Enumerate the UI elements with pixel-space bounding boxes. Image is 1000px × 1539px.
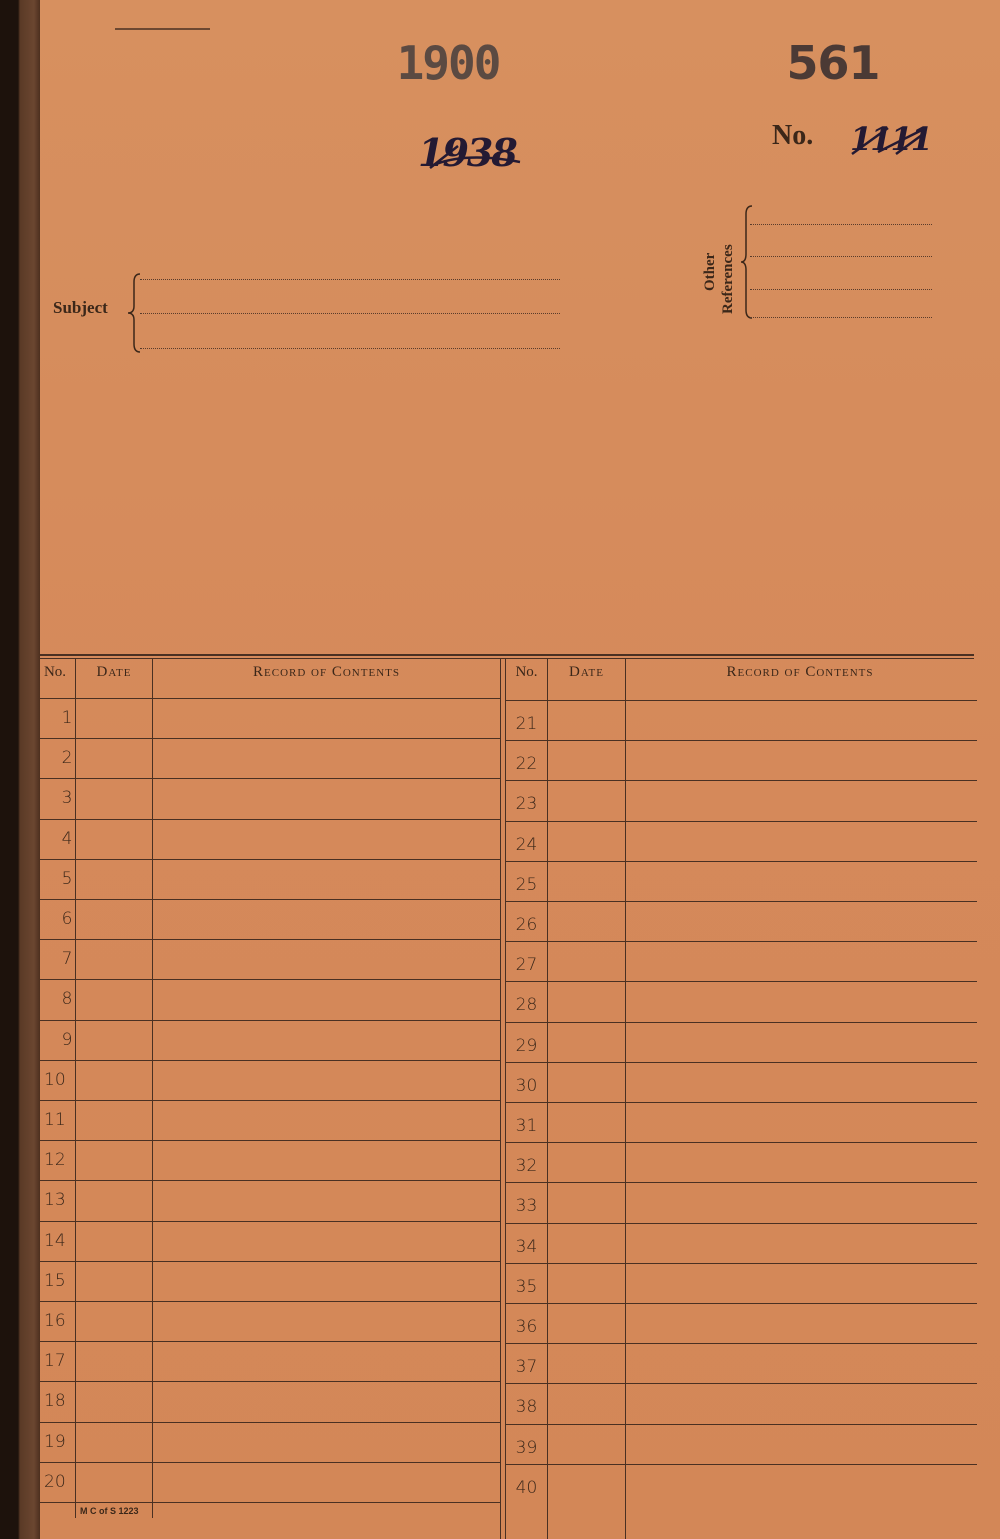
row-number-left: 19 xyxy=(44,1431,66,1452)
row-number-left: 5 xyxy=(61,868,73,889)
row-rule-left xyxy=(40,819,500,820)
number-label: No. xyxy=(772,120,814,151)
row-rule-left xyxy=(40,1180,500,1181)
subject-line-1[interactable] xyxy=(140,279,560,280)
row-number-right: 29 xyxy=(515,1035,538,1056)
row-number-left: 14 xyxy=(44,1230,66,1251)
row-number-left: 11 xyxy=(44,1110,66,1130)
row-rule-right xyxy=(505,780,977,781)
row-number-left: 2 xyxy=(61,748,73,769)
year-strikethrough xyxy=(428,142,524,172)
stamped-file-number: 561 xyxy=(786,36,880,90)
row-number-right: 31 xyxy=(515,1116,538,1136)
other-references-line-2: References xyxy=(720,244,736,314)
row-rule-left xyxy=(40,738,500,739)
row-rule-left xyxy=(40,1140,500,1141)
number-strikethrough xyxy=(848,124,928,158)
row-rule-right xyxy=(505,1263,977,1264)
row-rule-right xyxy=(505,981,977,982)
row-rule-right xyxy=(505,1303,977,1304)
other-references-line-a[interactable] xyxy=(750,224,932,225)
row-number-left: 16 xyxy=(44,1311,66,1331)
row-rule-left xyxy=(40,698,500,699)
row-number-right: 28 xyxy=(515,995,538,1016)
row-number-left: 9 xyxy=(61,1029,73,1050)
row-rule-right xyxy=(505,1464,977,1465)
row-rule-left xyxy=(40,939,500,940)
row-rule-left xyxy=(40,1422,500,1423)
record-of-contents-table xyxy=(40,652,978,1539)
row-rule-left xyxy=(40,859,500,860)
row-rule-right xyxy=(505,941,977,942)
col-rule-center-1 xyxy=(500,658,501,1539)
row-rule-right xyxy=(505,1062,977,1063)
col-rule-date-left xyxy=(75,658,76,1518)
row-rule-left xyxy=(40,1261,500,1262)
row-number-right: 40 xyxy=(515,1477,538,1498)
row-number-left: 15 xyxy=(44,1270,66,1291)
row-rule-right xyxy=(505,1383,977,1384)
row-rule-left xyxy=(40,1341,500,1342)
header-no-left: No. xyxy=(43,664,67,680)
form-code: M C of S 1223 xyxy=(80,1506,139,1516)
row-rule-left xyxy=(40,1221,500,1222)
cover-spine xyxy=(0,0,40,1539)
header-date-right: Date xyxy=(569,664,604,680)
subject-label: Subject xyxy=(53,298,108,317)
handwritten-year: 1938 xyxy=(418,130,516,175)
row-number-left: 12 xyxy=(44,1150,66,1171)
table-top-rule-2 xyxy=(40,658,974,659)
header-record-left: Record of Contents xyxy=(253,664,400,680)
row-rule-left xyxy=(40,899,500,900)
row-rule-right xyxy=(505,821,977,822)
row-number-right: 30 xyxy=(515,1075,538,1096)
row-rule-right xyxy=(505,1343,977,1344)
other-references-label xyxy=(686,209,746,319)
row-rule-left xyxy=(40,1462,500,1463)
subject-line-2[interactable] xyxy=(140,313,560,314)
row-rule-right xyxy=(505,1022,977,1023)
row-number-left: 18 xyxy=(44,1391,66,1412)
row-number-left: 20 xyxy=(44,1471,66,1492)
row-number-left: 6 xyxy=(61,909,73,929)
row-rule-right xyxy=(505,740,977,741)
header-date-left: Date xyxy=(96,664,132,680)
row-number-left: 4 xyxy=(61,828,73,849)
other-references-line-b[interactable] xyxy=(750,256,932,257)
row-number-right: 33 xyxy=(515,1196,538,1217)
row-rule-right xyxy=(505,1182,977,1183)
row-rule-right xyxy=(505,1223,977,1224)
row-rule-right xyxy=(505,700,977,701)
col-rule-record-right xyxy=(625,658,626,1539)
row-number-right: 39 xyxy=(515,1437,538,1458)
row-rule-left xyxy=(40,1381,500,1382)
subject-line-3[interactable] xyxy=(140,348,560,349)
row-rule-left xyxy=(40,778,500,779)
table-top-rule-1 xyxy=(40,654,974,656)
row-number-right: 26 xyxy=(515,915,538,935)
row-rule-right xyxy=(505,1424,977,1425)
top-rule xyxy=(115,28,210,30)
row-rule-right xyxy=(505,861,977,862)
row-number-right: 25 xyxy=(515,874,538,895)
row-number-left: 7 xyxy=(61,949,73,970)
row-number-left: 10 xyxy=(44,1069,66,1090)
row-number-right: 32 xyxy=(515,1156,538,1177)
row-number-right: 38 xyxy=(515,1397,538,1418)
row-number-right: 36 xyxy=(515,1317,538,1337)
header-record-right: Record of Contents xyxy=(726,664,874,680)
row-number-right: 21 xyxy=(515,714,538,734)
col-rule-record-left xyxy=(152,658,153,1518)
row-number-left: 8 xyxy=(61,989,73,1010)
row-number-right: 24 xyxy=(515,834,538,855)
row-number-right: 34 xyxy=(515,1236,538,1257)
row-rule-left xyxy=(40,1301,500,1302)
row-rule-left xyxy=(40,1020,500,1021)
header-no-right: No. xyxy=(515,664,538,680)
other-references-brace xyxy=(738,204,756,320)
table-bottom-rule xyxy=(40,1502,500,1503)
row-rule-left xyxy=(40,979,500,980)
other-references-line-d[interactable] xyxy=(750,317,932,318)
row-number-right: 35 xyxy=(515,1276,538,1297)
row-number-left: 17 xyxy=(44,1351,66,1372)
row-rule-left xyxy=(40,1060,500,1061)
row-number-left: 13 xyxy=(44,1190,66,1211)
row-number-right: 23 xyxy=(515,794,538,815)
row-number-right: 27 xyxy=(515,955,538,976)
row-rule-left xyxy=(40,1100,500,1101)
other-references-line-1: Other xyxy=(702,252,718,291)
stamped-year: 1900 xyxy=(396,36,500,90)
row-number-right: 37 xyxy=(515,1357,538,1378)
handwritten-number: 1111 xyxy=(850,120,932,158)
row-rule-right xyxy=(505,1142,977,1143)
row-number-left: 1 xyxy=(61,708,73,728)
row-rule-right xyxy=(505,1102,977,1103)
row-number-right: 22 xyxy=(515,754,538,775)
col-rule-date-right xyxy=(547,658,548,1539)
row-rule-right xyxy=(505,901,977,902)
other-references-line-c[interactable] xyxy=(750,289,932,290)
row-number-left: 3 xyxy=(61,788,73,809)
